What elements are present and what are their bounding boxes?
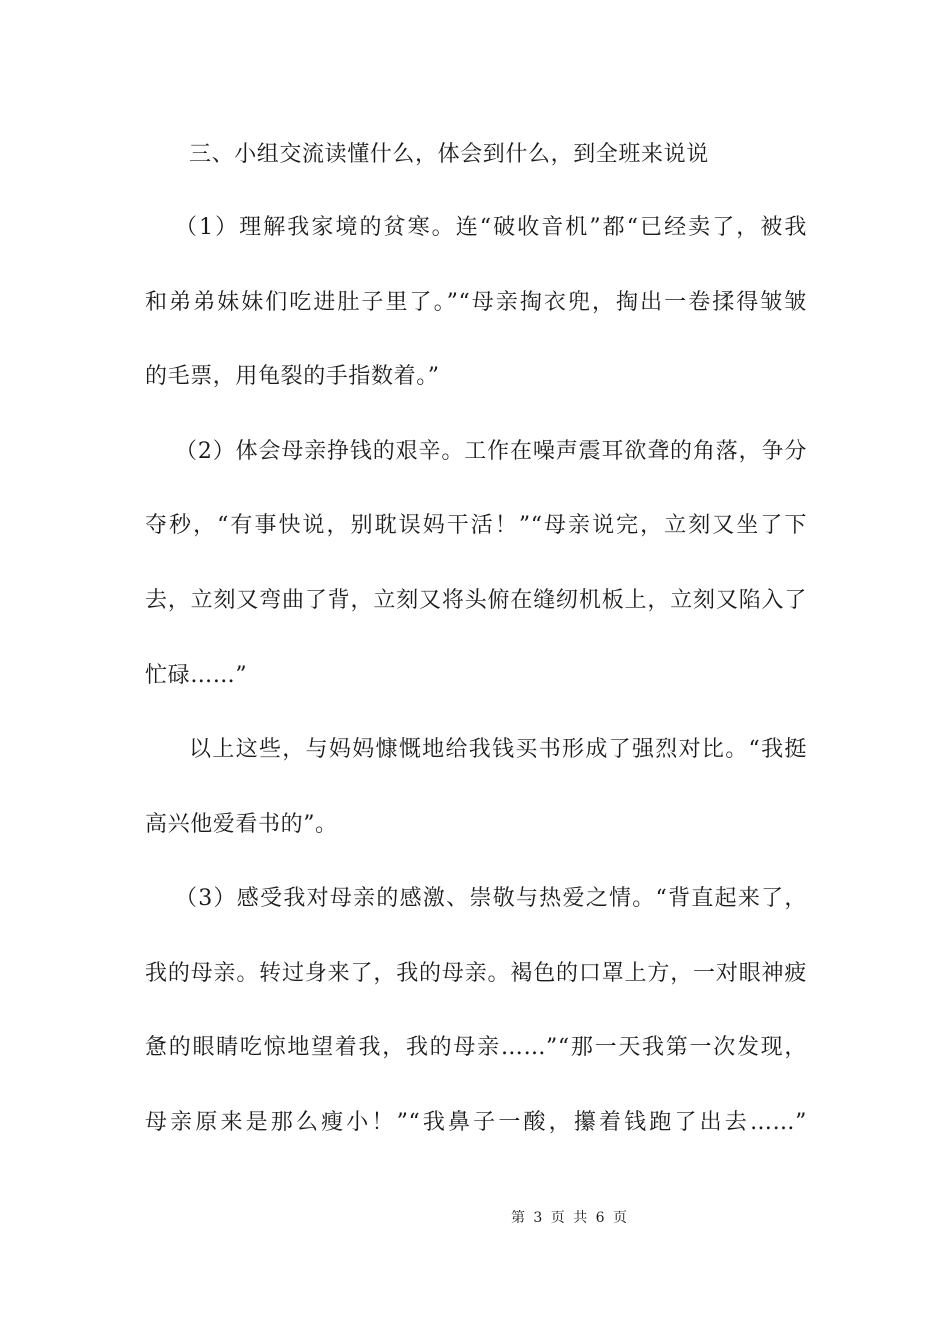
paragraph-4-line-2: 我的母亲。转过身来了，我的母亲。褐色的口罩上方，一对眼神疲 — [145, 961, 807, 986]
paragraph-3-line-1: 以上这些，与妈妈慷慨地给我钱买书形成了强烈对比。“我挺 — [189, 737, 807, 762]
section-heading: 三、小组交流读懂什么，体会到什么，到全班来说说 — [189, 142, 709, 167]
paragraph-2-line-2: 夺秒，“有事快说，别耽误妈干活！”“母亲说完，立刻又坐了下 — [145, 513, 807, 538]
paragraph-4-line-3: 惫的眼睛吃惊地望着我，我的母亲……”“那一天我第一次发现， — [145, 1035, 807, 1060]
paragraph-2-line-3: 去，立刻又弯曲了背，立刻又将头俯在缝纫机板上，立刻又陷入了 — [145, 588, 807, 613]
paragraph-1-line-3: 的毛票，用龟裂的手指数着。” — [145, 364, 440, 389]
paragraph-1-line-1: （1）理解我家境的贫寒。连“破收音机”都“已经卖了，被我 — [175, 215, 807, 240]
paragraph-2-line-1: （2）体会母亲挣钱的艰辛。工作在噪声震耳欲聋的角落，争分 — [175, 439, 807, 464]
paragraph-4-line-1: （3）感受我对母亲的感激、崇敬与热爱之情。“背直起来了， — [175, 886, 807, 911]
paragraph-1-line-2: 和弟弟妹妹们吃进肚子里了。”“母亲掏衣兜，掏出一卷揉得皱皱 — [145, 290, 807, 315]
paragraph-4-line-4: 母亲原来是那么瘦小！”“我鼻子一酸，攥着钱跑了出去……” — [145, 1110, 807, 1135]
paragraph-2-line-4: 忙碌……” — [145, 663, 248, 688]
paragraph-3-line-2: 高兴他爱看书的”。 — [145, 812, 338, 837]
page-number-footer: 第 3 页 共 6 页 — [510, 1210, 630, 1226]
